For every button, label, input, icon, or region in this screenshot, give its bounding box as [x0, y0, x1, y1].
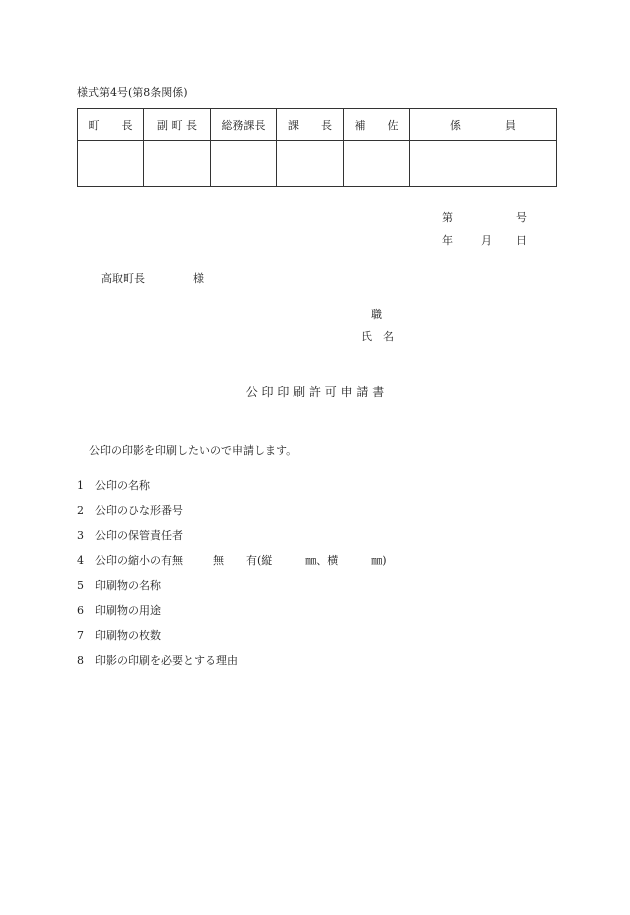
date-month: 月	[481, 234, 492, 247]
addressee-name: 高取町長	[101, 272, 145, 285]
approval-header-assistant: 補 佐	[344, 109, 410, 141]
item-label: 公印の縮小の有無	[95, 554, 183, 567]
item-number: 5	[77, 579, 84, 592]
date-year: 年	[442, 234, 453, 247]
list-item	[77, 604, 387, 629]
stamp-cell-staff	[410, 141, 557, 187]
item-number: 4	[77, 554, 84, 567]
date-day: 日	[516, 234, 527, 247]
addressee	[101, 270, 204, 286]
list-item	[77, 504, 387, 529]
item-number: 2	[77, 504, 84, 517]
list-item	[77, 654, 387, 679]
approval-header-row	[78, 109, 557, 141]
document-number-prefix: 第	[442, 211, 453, 224]
stamp-cell-deputy-mayor	[144, 141, 211, 187]
document-title: 公 印 印 刷 許 可 申 請 書	[245, 385, 385, 399]
item-number: 1	[77, 479, 84, 492]
item-number: 6	[77, 604, 84, 617]
application-items	[77, 479, 387, 679]
applicant-position-label: 職	[371, 308, 382, 321]
item-number: 3	[77, 529, 84, 542]
application-statement: 公印の印影を印刷したいので申請します。	[89, 444, 298, 457]
applicant-name-label: 氏 名	[361, 330, 394, 343]
approval-header-mayor: 町 長	[78, 109, 144, 141]
stamp-cell-mayor	[78, 141, 144, 187]
approval-stamp-row	[78, 141, 557, 187]
document-number-suffix: 号	[516, 211, 527, 224]
approval-header-deputy-mayor: 副 町 長	[144, 109, 211, 141]
item-number: 7	[77, 629, 84, 642]
item-label: 公印の名称	[95, 479, 150, 492]
approval-header-general-affairs-chief: 総務課長	[211, 109, 277, 141]
list-item	[77, 579, 387, 604]
item-label: 公印のひな形番号	[95, 504, 183, 517]
stamp-cell-general-affairs-chief	[211, 141, 277, 187]
list-item	[77, 479, 387, 504]
stamp-cell-section-chief	[277, 141, 344, 187]
item-number: 8	[77, 654, 84, 667]
list-item	[77, 529, 387, 554]
item-label: 印刷物の枚数	[95, 629, 161, 642]
approval-stamp-table	[77, 108, 557, 187]
approval-header-staff: 係 員	[410, 109, 557, 141]
reduction-options: 無 有(縦 ㎜、横 ㎜)	[213, 554, 387, 567]
item-label: 印影の印刷を必要とする理由	[95, 654, 238, 667]
approval-header-section-chief: 課 長	[277, 109, 344, 141]
form-number-label: 様式第4号(第8条関係)	[77, 86, 188, 99]
item-label: 印刷物の用途	[95, 604, 161, 617]
item-label: 印刷物の名称	[95, 579, 161, 592]
addressee-honorific: 様	[193, 272, 204, 285]
stamp-cell-assistant	[344, 141, 410, 187]
item-label: 公印の保管責任者	[95, 529, 183, 542]
list-item	[77, 629, 387, 654]
list-item	[77, 554, 387, 579]
